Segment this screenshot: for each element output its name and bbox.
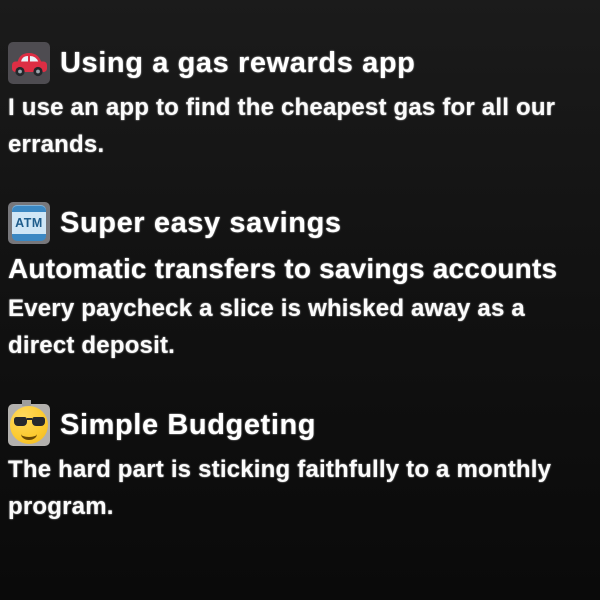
atm-sign-icon xyxy=(8,202,50,244)
atm-sign-band xyxy=(12,212,46,234)
section-subheading: Automatic transfers to savings accounts xyxy=(8,253,558,284)
section-heading-row xyxy=(8,42,596,84)
section-gas-app xyxy=(8,42,596,163)
section-heading-row xyxy=(8,404,596,446)
section-heading-row xyxy=(8,202,596,244)
atm-sign-box xyxy=(12,205,46,241)
red-car-icon xyxy=(8,42,50,84)
section-body: Every paycheck a slice is whisked away as a direct deposit. xyxy=(8,295,525,359)
section-heading: Using a gas rewards app xyxy=(60,46,416,79)
smile xyxy=(21,428,37,440)
section-heading: Simple Budgeting xyxy=(60,408,317,441)
section-body: I use an app to find the cheapest gas for all our errands. xyxy=(8,94,556,158)
atm-sign-label: ATM xyxy=(15,216,43,230)
section-heading: Super easy savings xyxy=(60,206,342,239)
sunglasses-face xyxy=(10,406,48,444)
section-body: The hard part is sticking faithfully to a monthly program. xyxy=(8,456,552,520)
sunglasses-face-icon xyxy=(8,404,50,446)
sunglasses xyxy=(11,417,47,426)
section-easy-savings xyxy=(8,202,596,364)
section-simple-budgeting xyxy=(8,404,596,525)
